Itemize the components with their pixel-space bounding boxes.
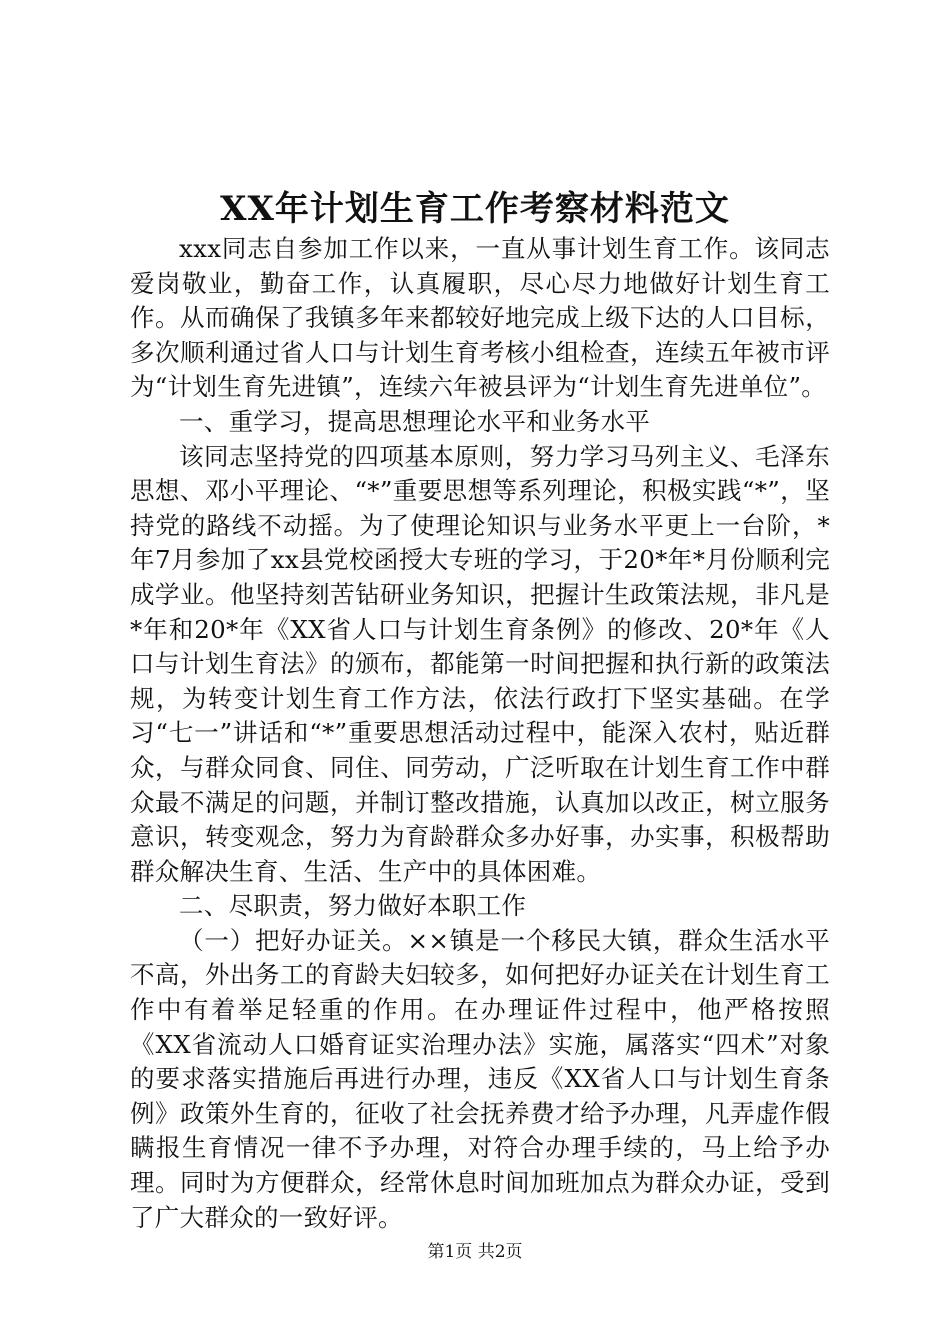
document-body [130,232,830,1235]
document-title: XX年计划生育工作考察材料范文 [220,189,730,229]
section-heading-2: 二、尽职责，努力做好本职工作 [179,891,527,921]
paragraph-intro: xxx同志自参加工作以来，一直从事计划生育工作。该同志爱岗敬业，勤奋工作，认真履职，尽心尽力地做好计划生育工作。从而确保了我镇多年来都较好地完成上级下达的人口目标，多次顺利通过省人口与计划生育考核小组检查，连续五年被市评为“计划生育先进镇”，连续六年被县评为“计划生育先进单位”。 [130,234,830,402]
page-footer: 第1页 共2页 [427,1242,523,1262]
paragraph-study: 该同志坚持党的四项基本原则，努力学习马列主义、毛泽东思想、邓小平理论、“*”重要思想等系列理论，积极实践“*”，坚持党的路线不动摇。为了使理论知识与业务水平更上一台阶，*年7月参加了xx县党校函授大专班的学习，于20*年*月份顺利完成学业。他坚持刻苦钻研业务知识，把握计生政策法规，非凡是*年和20*年《XX省人口与计划生育条例》的修改、20*年《人口与计划生育法》的颁布，都能第一时间把握和执行新的政策法规，为转变计划生育工作方法，依法行政打下坚实基础。在学习“七一”讲话和“*”重要思想活动过程中，能深入农村，贴近群众，与群众同食、同住、同劳动，广泛听取在计划生育工作中群众最不满足的问题，并制订整改措施，认真加以改正，树立服务意识，转变观念，努力为育龄群众多办好事，办实事，积极帮助群众解决生育、生活、生产中的具体困难。 [130,441,830,886]
paragraph-certificates: （一）把好办证关。××镇是一个移民大镇，群众生活水平不高，外出务工的育龄夫妇较多，如何把好办证关在计划生育工作中有着举足轻重的作用。在办理证件过程中，他严格按照《XX省流动人口婚育证实治理办法》实施，属落实“四术”对象的要求落实措施后再进行办理，违反《XX省人口与计划生育条例》政策外生育的，征收了社会抚养费才给予办理，凡弄虚作假瞒报生育情况一律不予办理，对符合办理手续的，马上给予办理。同时为方便群众，经常休息时间加班加点为群众办证，受到了广大群众的一致好评。 [130,925,830,1232]
section-heading-1: 一、重学习，提高思想理论水平和业务水平 [179,406,651,436]
